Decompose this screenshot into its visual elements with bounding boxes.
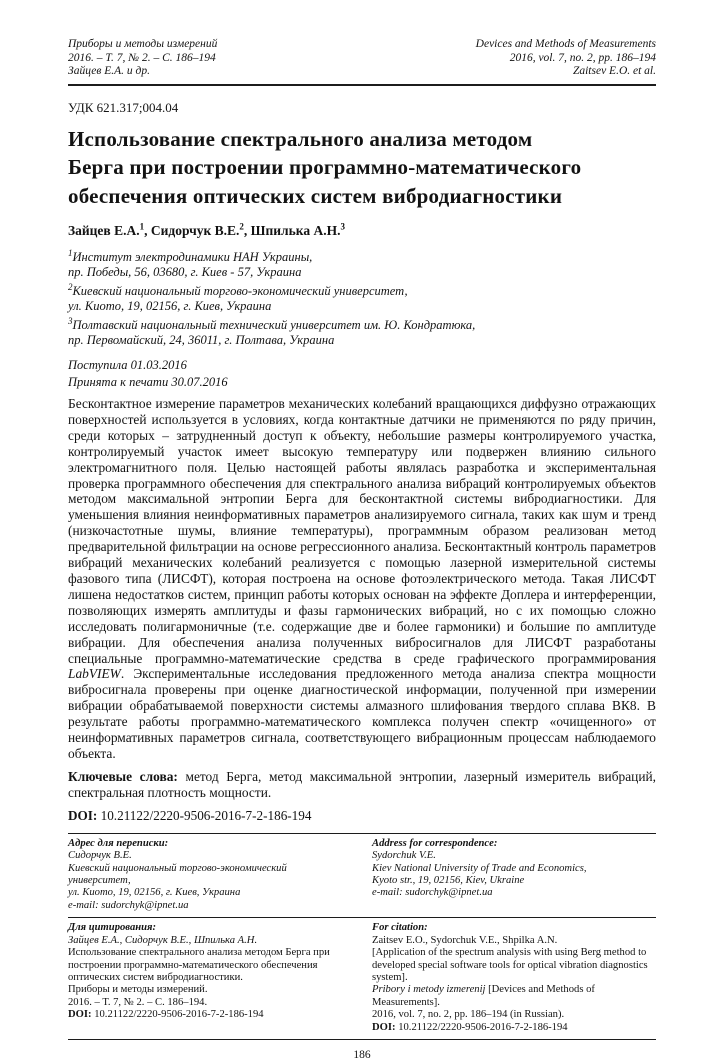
citation-ru-doi-value: 10.21122/2220-9506-2016-7-2-186-194 <box>91 1009 264 1021</box>
header-divider <box>68 84 656 86</box>
citation-en-journal <box>372 984 656 1009</box>
correspondence-row <box>68 834 656 917</box>
citation-ru-journal: Приборы и методы измерений. <box>68 984 208 996</box>
citation-ru-title: Использование спектрального анализа методом Берга при построении программно-математического обеспечения оптических систем вибродиагностики. <box>68 947 330 983</box>
keywords <box>68 769 656 801</box>
keywords-label: Ключевые слова: <box>68 768 178 784</box>
citation-ru-doi-label: DOI: <box>68 1009 92 1021</box>
author-3-affiliation-marker: 3 <box>340 221 345 232</box>
citation-en-doi-value: 10.21122/2220-9506-2016-7-2-186-194 <box>395 1021 568 1033</box>
affiliation-2-name: Киевский национальный торгово-экономический университет, <box>72 284 408 298</box>
correspondence-ru-label: Адрес для переписки: <box>68 837 169 849</box>
udc-code: УДК 621.317;004.04 <box>68 99 179 115</box>
accepted-date: Принята к печати 30.07.2016 <box>68 374 228 389</box>
correspondence-ru-person: Сидорчук В.Е. <box>68 850 132 862</box>
correspondence-ru-address: ул. Киото, 19, 02156, г. Киев, Украина <box>68 887 241 899</box>
citation-en-doi-label: DOI: <box>372 1021 396 1033</box>
keywords-text: метод Берга, метод максимальной энтропии, лазерный измеритель вибраций, спектральная плотность мощности. <box>68 768 656 800</box>
journal-header-en <box>476 38 656 79</box>
manuscript-dates <box>68 357 656 390</box>
correspondence-en-org: Kiev National University of Trade and Economics, <box>372 862 587 874</box>
author-2-name: Сидорчук В.Е. <box>150 223 240 238</box>
affiliation-1-name: Институт электродинамики НАН Украины, <box>72 250 313 264</box>
affiliation-2-marker: 2 <box>68 281 73 292</box>
correspondence-ru-org: Киевский национальный торгово-экономический университет, <box>68 862 287 887</box>
affiliation-3-line-1 <box>68 315 656 333</box>
author-separator: , <box>144 223 151 238</box>
article-title-line-1: Использование спектрального анализа методом <box>68 126 533 151</box>
affiliations <box>68 247 656 348</box>
citation-en-journal-translation: [Devices and Methods of Measurements]. <box>372 984 595 1008</box>
affiliation-1-line-2: пр. Победы, 56, 03680, г. Киев - 57, Украина <box>68 265 302 279</box>
author-2-affiliation-marker: 2 <box>239 221 244 232</box>
correspondence-en-email: e-mail: sudorchyk@ipnet.ua <box>372 887 493 899</box>
affiliation-2 <box>68 281 656 314</box>
running-authors-ru: Зайцев Е.А. и др. <box>68 65 150 77</box>
author-3-name: Шпилька А.Н. <box>250 223 341 238</box>
citation-ru-issue: 2016. – Т. 7, № 2. – С. 186–194. <box>68 996 208 1008</box>
citation-en-journal-translit: Pribory i metody izmerenij <box>372 984 486 996</box>
footer-info-block <box>68 833 656 1040</box>
journal-issue-ru: 2016. – Т. 7, № 2. – С. 186–194 <box>68 51 216 64</box>
abstract-labview-term: LabVIEW <box>68 666 121 682</box>
author-1-affiliation-marker: 1 <box>139 221 145 232</box>
correspondence-en-label: Address for correspondence: <box>372 837 498 849</box>
doi-line <box>68 808 656 824</box>
author-separator: , <box>243 223 251 238</box>
affiliation-2-line-1 <box>68 281 656 299</box>
affiliation-2-line-2: ул. Киото, 19, 02156, г. Киев, Украина <box>68 299 272 313</box>
correspondence-en-person: Sydorchuk V.E. <box>372 850 436 862</box>
abstract <box>68 396 656 762</box>
citation-en-label: For citation: <box>372 922 428 934</box>
correspondence-en <box>372 838 656 912</box>
article-title-line-2: Берга при построении программно-математического <box>68 155 582 179</box>
citation-ru-authors: Зайцев Е.А., Сидорчук В.Е., Шпилька А.Н. <box>68 934 258 946</box>
article-title-line-3: обеспечения оптических систем вибродиагностики <box>68 183 563 208</box>
affiliation-1-line-1 <box>68 247 656 265</box>
doi-value: 10.21122/2220-9506-2016-7-2-186-194 <box>97 807 312 823</box>
affiliation-3-marker: 3 <box>68 315 73 326</box>
footer-divider-bottom <box>68 1039 656 1040</box>
received-date: Поступила 01.03.2016 <box>68 358 187 372</box>
abstract-text-part-1: Бесконтактное измерение параметров механических колебаний вращающихся диффузно отражающих поверхностей используется в условиях, когда контактные датчики не применяются по ряду причин, среди которых – затрудненный доступ к объекту, небольшие размеры контролируемого участка, контролируемый участок имеет высокую температуру или подвержен влиянию сильного электромагнитного поля. Целью настоящей работы являлась разработка и экспериментальная проверка программного обеспечения для спектрального анализа вибраций контролируемых объектов методом максимальной энтропии Берга для бесконтактной системы вибродиагностики. Для уменьшения влияния неинформативных параметров анализируемого сигнала, таких как шум и тренд (низкочастотные шумы, влияние температуры), программным образом реализован метод предварительной фильтрации на основе регрессионного анализа. Бесконтактный контроль параметров вибраций механических колебаний реализуется с помощью лазерной измерительной системы фазового типа (ЛИСФТ), которая построена на основе фотоэлектрического метода. Такая ЛИСФТ лишена недостатков систем, принцип работы которых основан на эффекте Доплера и интерференции, позволяющих измерять амплитуды и фазы гармонических вибраций, но с их помощью сложно исследовать полигармоничные (т.е. содержащие две и более гармоники) и большие по амплитуде вибрации. Для обеспечения анализа полученных вибросигналов для ЛИСФТ разработаны специальные программно-математические средства в среде графического программирования <box>68 396 656 666</box>
affiliation-3-name: Полтавский национальный технический университет им. Ю. Кондратюка, <box>72 318 476 332</box>
running-authors-en: Zaitsev E.O. et al. <box>572 65 656 77</box>
citation-ru-label: Для цитирования: <box>68 922 157 934</box>
correspondence-en-address: Kyoto str., 19, 02156, Kiev, Ukraine <box>372 875 525 887</box>
journal-header <box>68 38 656 79</box>
citation-en-doi <box>372 1022 656 1034</box>
citation-en-issue: 2016, vol. 7, no. 2, pp. 186–194 (in Russian). <box>372 1009 565 1021</box>
authors-line <box>68 223 656 239</box>
journal-name-en: Devices and Methods of Measurements <box>475 38 656 50</box>
citation-ru <box>68 922 352 1034</box>
author-1-name: Зайцев Е.А. <box>68 223 140 238</box>
affiliation-1-marker: 1 <box>68 247 73 258</box>
citation-row <box>68 918 656 1039</box>
citation-en-authors: Zaitsev E.O., Sydorchuk V.E., Shpilka A.N. <box>372 934 558 946</box>
page-number: 186 <box>353 1048 371 1061</box>
journal-name-ru: Приборы и методы измерений <box>68 38 218 50</box>
affiliation-3 <box>68 315 656 348</box>
article-title <box>68 125 656 211</box>
journal-issue-en: 2016, vol. 7, no. 2, pp. 186–194 <box>509 51 656 64</box>
correspondence-ru <box>68 838 352 912</box>
citation-en-title: [Application of the spectrum analysis with using Berg method to developed special software tools for optical vibration diagnostics system]. <box>372 947 648 983</box>
correspondence-ru-email: e-mail: sudorchyk@ipnet.ua <box>68 899 189 911</box>
journal-header-ru <box>68 38 217 79</box>
doi-label: DOI: <box>68 807 98 823</box>
citation-en <box>372 922 656 1034</box>
affiliation-3-line-2: пр. Первомайский, 24, 36011, г. Полтава, Украина <box>68 333 335 347</box>
citation-ru-doi <box>68 1009 352 1021</box>
abstract-text-part-2: . Экспериментальные исследования предложенного метода анализа спектра мощности вибросигнала проверены при оценке диагностической информации, полученной при измерении вибрации обрабатываемой поверхности системы алмазного шлифования твердого сплава ВК8. В результате работы программно-математического комплекса получен спектр «очищенного» от неинформативных параметров сигнала, соответствующего вибрационным процессам наблюдаемого объекта. <box>68 666 656 761</box>
affiliation-1 <box>68 247 656 280</box>
